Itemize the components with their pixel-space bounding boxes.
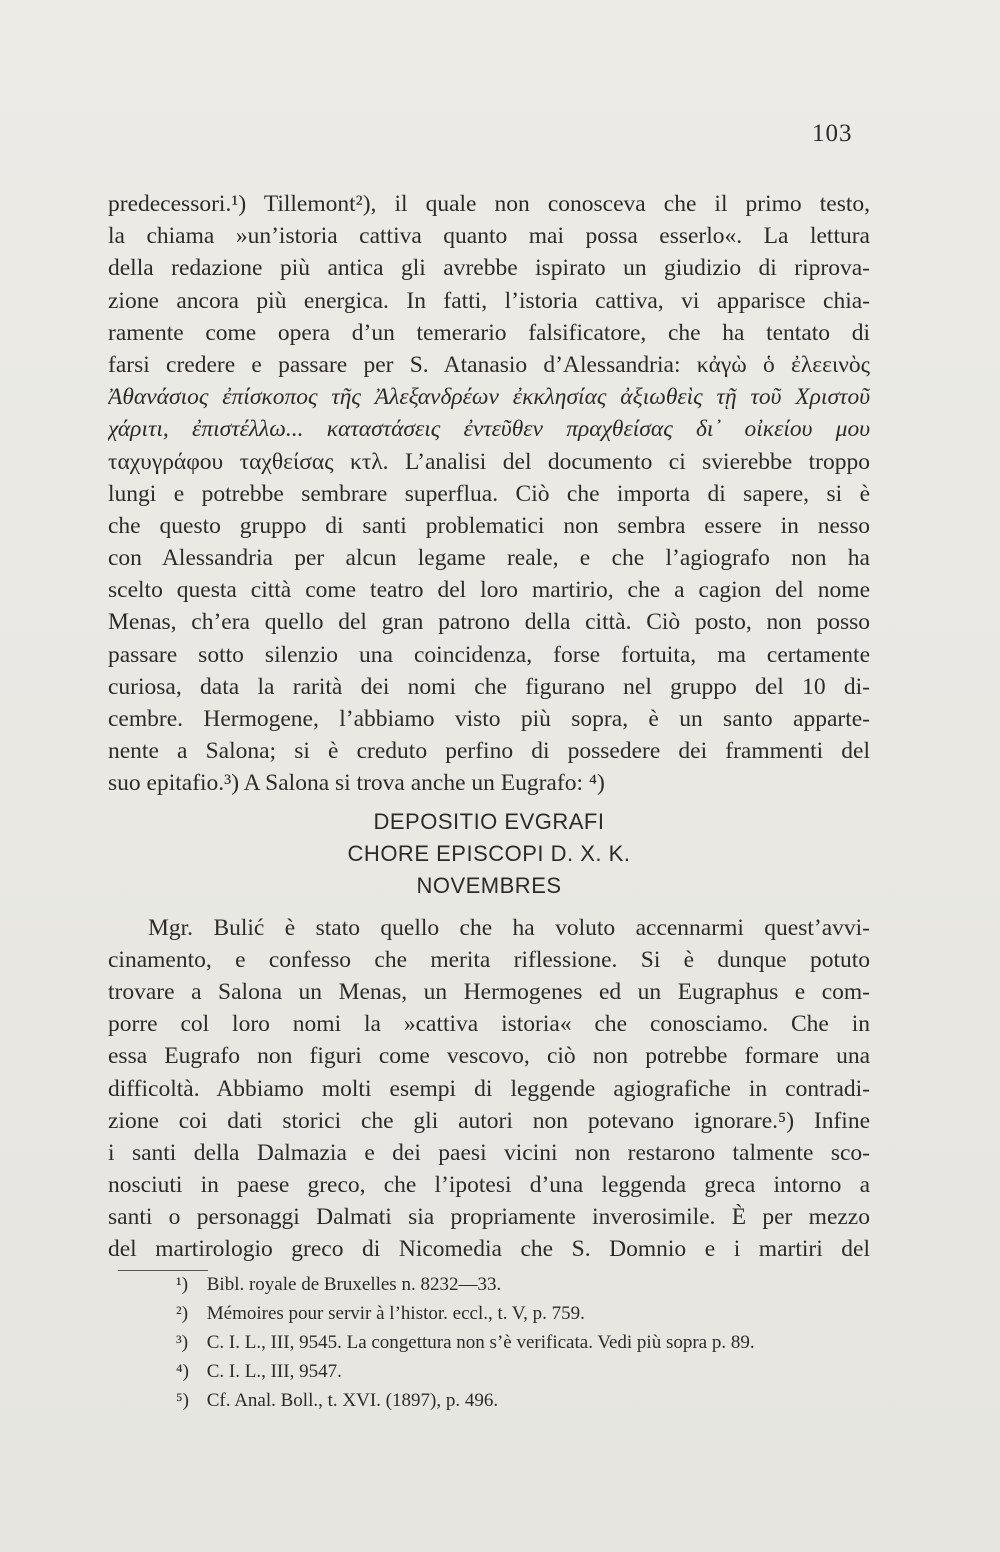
text-line: nosciuti in paese greco, che l’ipotesi d’una leggenda greca intorno a bbox=[108, 1172, 870, 1199]
text-line: ramente come opera d’un temerario falsificatore, che ha tentato di bbox=[108, 319, 870, 346]
text-line: essa Eugrafo non figuri come vescovo, ciò non potrebbe formare una bbox=[108, 1043, 870, 1070]
text-line: che questo gruppo di santi problematici non sembra essere in nesso bbox=[108, 512, 870, 539]
inscription-line: DEPOSITIO EVGRAFI bbox=[373, 808, 605, 834]
footnotes bbox=[176, 1270, 896, 1415]
text-line: zione coi dati storici che gli autori non potevano ignorare.⁵) Infine bbox=[108, 1107, 870, 1134]
text-line: lungi e potrebbe sembrare superflua. Ciò che importa di sapere, si è bbox=[108, 480, 870, 507]
text-line: zione ancora più energica. In fatti, l’istoria cattiva, vi apparisce chia- bbox=[108, 287, 870, 314]
text-line: predecessori.¹) Tillemont²), il quale non conosceva che il primo testo, bbox=[108, 191, 870, 217]
text-line: passare sotto silenzio una coincidenza, forse fortuita, ma certamente bbox=[108, 641, 870, 668]
footnote-text: Mémoires pour servir à l’histor. eccl., t. V, p. 759. bbox=[206, 1303, 585, 1324]
footnote-mark: ³) bbox=[176, 1332, 189, 1353]
greek-text-line: Ἀθανάσιος ἐπίσκοπος τῆς Ἀλεξανδρέων ἐκκλησίας ἀξιωθεὶς τῇ τοῦ Χριστοῦ bbox=[108, 384, 870, 411]
footnote-text: C. I. L., III, 9547. bbox=[206, 1361, 342, 1382]
text-line: cinamento, e confesso che merita riflessione. Si è dunque potuto bbox=[108, 946, 870, 973]
inscription-block bbox=[108, 806, 870, 902]
text-line: farsi credere e passare per S. Atanasio d’Alessandria: κἀγὼ ὁ ἐλεεινὸς bbox=[108, 351, 870, 378]
paragraph-start-line: Mgr. Bulić è stato quello che ha voluto accennarmi quest’avvi- bbox=[148, 914, 870, 941]
text-line: santi o personaggi Dalmati sia propriamente inverosimile. È per mezzo bbox=[108, 1204, 870, 1231]
footnote-mark: ¹) bbox=[176, 1274, 189, 1295]
footnote bbox=[176, 1357, 896, 1386]
footnote bbox=[176, 1270, 896, 1299]
footnote bbox=[176, 1386, 896, 1415]
footnote-text: Cf. Anal. Boll., t. XVI. (1897), p. 496. bbox=[206, 1390, 499, 1411]
text-line: con Alessandria per alcun legame reale, e che l’agiografo non ha bbox=[108, 545, 870, 572]
main-text bbox=[108, 188, 870, 1266]
text-line: trovare a Salona un Menas, un Hermogenes ed un Eugraphus e com- bbox=[108, 978, 870, 1005]
text-line: ταχυγράφου ταχθείσας κτλ. L’analisi del documento ci svierebbe troppo bbox=[108, 448, 870, 475]
footnote bbox=[176, 1299, 896, 1328]
footnote-mark: ²) bbox=[176, 1303, 189, 1324]
footnote-mark: ⁵) bbox=[176, 1390, 189, 1411]
text-line: la chiama »un’istoria cattiva quanto mai possa esserlo«. La lettura bbox=[108, 223, 870, 250]
text-line: difficoltà. Abbiamo molti esempi di leggende agiografiche in contradi- bbox=[108, 1075, 870, 1102]
greek-text-line: χάριτι, ἐπιστέλλω... καταστάσεις ἐντεῦθεν πραχθείσας δι᾽ οἰκείου μου bbox=[108, 416, 870, 443]
inscription-line: NOVEMBRES bbox=[416, 872, 562, 898]
text-line: nente a Salona; si è creduto perfino di possedere dei frammenti del bbox=[108, 738, 870, 765]
text-line: curiosa, data la rarità dei nomi che figurano nel gruppo del 10 di- bbox=[108, 673, 870, 700]
inscription-line: CHORE EPISCOPI D. X. K. bbox=[347, 840, 631, 866]
text-line: i santi della Dalmazia e dei paesi vicini non restarono talmente sco- bbox=[108, 1139, 870, 1166]
page-number: 103 bbox=[812, 120, 853, 147]
text-line: porre col loro nomi la »cattiva istoria« che conosciamo. Che in bbox=[108, 1011, 870, 1038]
text-line: Menas, ch’era quello del gran patrono della città. Ciò posto, non posso bbox=[108, 609, 870, 636]
footnote-text: Bibl. royale de Bruxelles n. 8232—33. bbox=[206, 1274, 502, 1295]
text-line: suo epitafio.³) A Salona si trova anche un Eugrafo: ⁴) bbox=[108, 770, 605, 797]
footnote-mark: ⁴) bbox=[176, 1361, 189, 1382]
text-line: scelto questa città come teatro del loro martirio, che a cagion del nome bbox=[108, 577, 870, 604]
text-line: cembre. Hermogene, l’abbiamo visto più sopra, è un santo apparte- bbox=[108, 706, 870, 732]
footnote bbox=[176, 1328, 896, 1357]
footnote-text: C. I. L., III, 9545. La congettura non s’è verificata. Vedi più sopra p. 89. bbox=[206, 1332, 755, 1353]
text-line: del martirologio greco di Nicomedia che S. Domnio e i martiri del bbox=[108, 1236, 870, 1263]
text-line: della redazione più antica gli avrebbe ispirato un giudizio di riprova- bbox=[108, 255, 870, 282]
